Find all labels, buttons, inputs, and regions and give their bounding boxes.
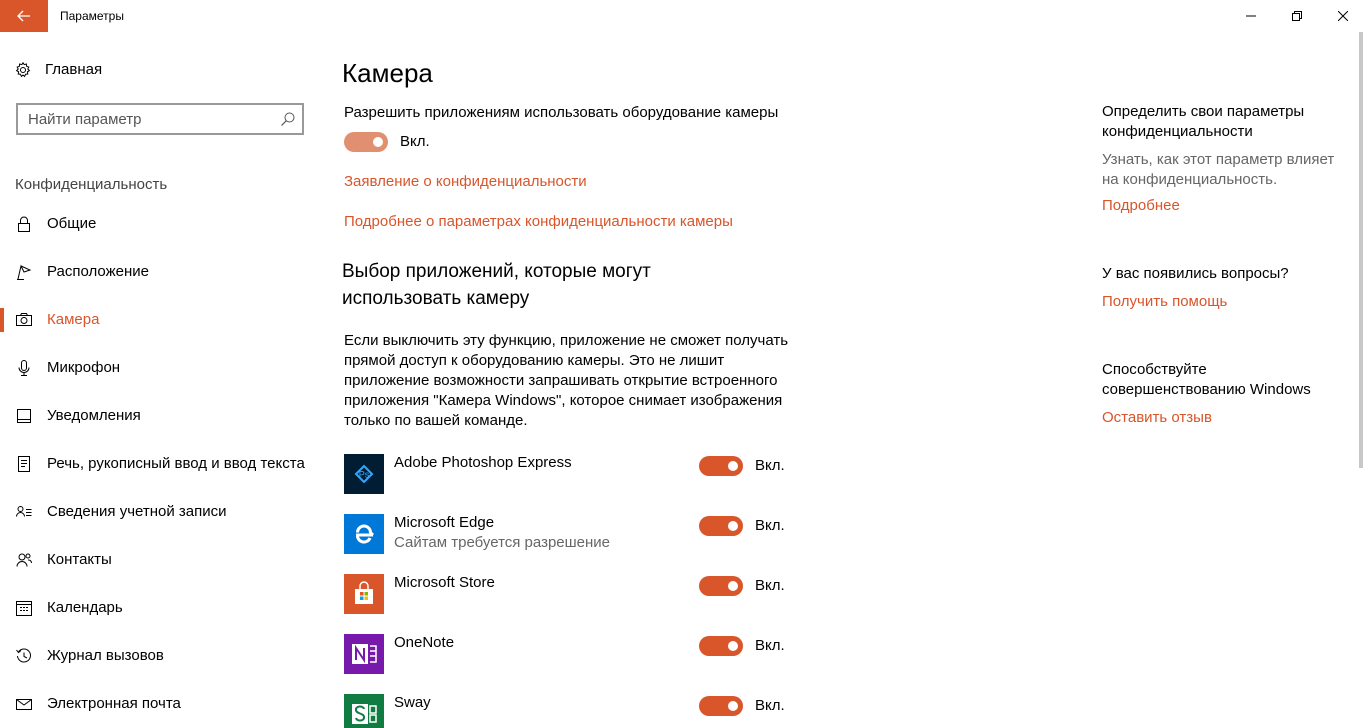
scrollbar[interactable] — [1359, 32, 1363, 468]
search-box — [16, 103, 304, 135]
title-bar — [0, 0, 1365, 32]
search-icon[interactable] — [280, 111, 296, 127]
privacy-options-heading: Определить свои параметры конфиденциальности — [1102, 103, 1305, 140]
sidebar-item-email[interactable] — [0, 680, 320, 728]
sidebar-item-label: Камера — [47, 311, 100, 328]
allow-camera-toggle[interactable] — [344, 132, 388, 152]
back-arrow-icon — [17, 10, 31, 22]
sidebar-item-label: Микрофон — [47, 359, 121, 376]
sidebar-item-label: Сведения учетной записи — [47, 503, 227, 520]
nav-list — [0, 200, 320, 728]
toggle-knob — [728, 701, 738, 711]
app-name: Adobe Photoshop Express — [394, 454, 572, 471]
app-row-photoshop-express — [344, 454, 794, 514]
app-camera-toggle[interactable] — [699, 456, 743, 476]
app-camera-toggle[interactable] — [699, 516, 743, 536]
close-button[interactable] — [1320, 0, 1365, 32]
sidebar-item-general[interactable] — [0, 200, 320, 248]
sidebar-item-microphone[interactable] — [0, 344, 320, 392]
sidebar-item-label: Уведомления — [47, 407, 141, 424]
app-toggle-state: Вкл. — [755, 457, 785, 474]
home-link[interactable] — [15, 61, 102, 78]
sidebar-item-call-history[interactable] — [0, 632, 320, 680]
privacy-options-text: Узнать, как этот параметр влияет на конфиденциальность. — [1102, 151, 1335, 188]
contacts-icon — [16, 552, 32, 568]
camera-privacy-more-link[interactable]: Подробнее о параметрах конфиденциальности камеры — [344, 213, 733, 230]
active-indicator — [0, 308, 4, 332]
app-toggle-state: Вкл. — [755, 517, 785, 534]
app-toggle-state: Вкл. — [755, 697, 785, 714]
microphone-icon — [16, 360, 32, 376]
app-name: Microsoft Edge — [394, 514, 495, 531]
notifications-icon — [16, 408, 32, 424]
store-icon — [344, 574, 384, 614]
toggle-knob — [728, 641, 738, 651]
allow-camera-label: Разрешить приложениям использовать оборудование камеры — [344, 104, 779, 121]
app-toggle-state: Вкл. — [755, 577, 785, 594]
sidebar-item-contacts[interactable] — [0, 536, 320, 584]
sidebar-item-label: Календарь — [47, 599, 123, 616]
app-name: OneNote — [394, 634, 455, 651]
app-subtitle: Сайтам требуется разрешение — [394, 534, 611, 551]
sidebar-item-label: Расположение — [47, 263, 149, 280]
sidebar-item-label: Речь, рукописный ввод и ввод текста — [47, 455, 305, 472]
toggle-knob — [373, 137, 383, 147]
email-icon — [16, 696, 32, 712]
toggle-knob — [728, 581, 738, 591]
close-icon — [1338, 11, 1348, 21]
location-icon — [16, 264, 32, 280]
back-button[interactable] — [0, 0, 48, 32]
sidebar-item-speech[interactable] — [0, 440, 320, 488]
app-camera-toggle[interactable] — [699, 696, 743, 716]
learn-more-link[interactable]: Подробнее — [1102, 197, 1180, 214]
sidebar — [0, 32, 320, 728]
minimize-icon — [1246, 11, 1256, 21]
page-title: Камера — [342, 58, 433, 88]
sidebar-item-label: Электронная почта — [47, 695, 181, 712]
window-title: Параметры — [60, 9, 124, 23]
sidebar-item-notifications[interactable] — [0, 392, 320, 440]
restore-icon — [1292, 11, 1302, 21]
app-camera-toggle[interactable] — [699, 576, 743, 596]
minimize-button[interactable] — [1228, 0, 1274, 32]
privacy-statement-link[interactable]: Заявление о конфиденциальности — [344, 173, 587, 190]
get-help-link[interactable]: Получить помощь — [1102, 293, 1228, 310]
app-name: Sway — [394, 694, 431, 711]
search-input[interactable] — [18, 105, 272, 133]
allow-camera-state: Вкл. — [400, 133, 430, 150]
sway-icon — [344, 694, 384, 728]
photoshop-express-icon — [344, 454, 384, 494]
app-name: Microsoft Store — [394, 574, 495, 591]
restore-button[interactable] — [1274, 0, 1320, 32]
account-info-icon — [16, 504, 32, 520]
app-row-store — [344, 574, 794, 634]
calendar-icon — [16, 600, 32, 616]
edge-icon — [344, 514, 384, 554]
lock-icon — [16, 216, 32, 232]
sidebar-item-calendar[interactable] — [0, 584, 320, 632]
toggle-knob — [728, 461, 738, 471]
sidebar-item-label: Журнал вызовов — [47, 647, 164, 664]
gear-icon — [15, 62, 31, 78]
sidebar-item-location[interactable] — [0, 248, 320, 296]
app-row-edge — [344, 514, 794, 574]
onenote-icon — [344, 634, 384, 674]
sidebar-item-camera[interactable] — [0, 296, 320, 344]
questions-heading: У вас появились вопросы? — [1102, 265, 1289, 282]
app-camera-toggle[interactable] — [699, 636, 743, 656]
app-row-sway — [344, 694, 794, 728]
toggle-knob — [728, 521, 738, 531]
app-toggle-state: Вкл. — [755, 637, 785, 654]
call-history-icon — [16, 648, 32, 664]
section-title-apps: Выбор приложений, которые могут использовать камеру — [342, 261, 651, 309]
speech-icon — [16, 456, 32, 472]
camera-icon — [16, 312, 32, 328]
give-feedback-link[interactable]: Оставить отзыв — [1102, 409, 1212, 426]
home-label: Главная — [45, 61, 103, 78]
apps-description: Если выключить эту функцию, приложение не сможет получать прямой доступ к оборудованию камеры. Это не лишит приложение возможности запрашивать открытие встроенного приложения "Камера Windows", которое снимает изображения только по вашей команде. — [344, 332, 789, 429]
sidebar-item-account-info[interactable] — [0, 488, 320, 536]
app-row-onenote — [344, 634, 794, 694]
svg-text:Ps: Ps — [358, 469, 370, 480]
sidebar-item-label: Контакты — [47, 551, 112, 568]
sidebar-item-label: Общие — [47, 215, 97, 232]
improve-windows-heading: Способствуйте совершенствованию Windows — [1102, 361, 1311, 398]
section-header-privacy: Конфиденциальность — [15, 176, 168, 193]
